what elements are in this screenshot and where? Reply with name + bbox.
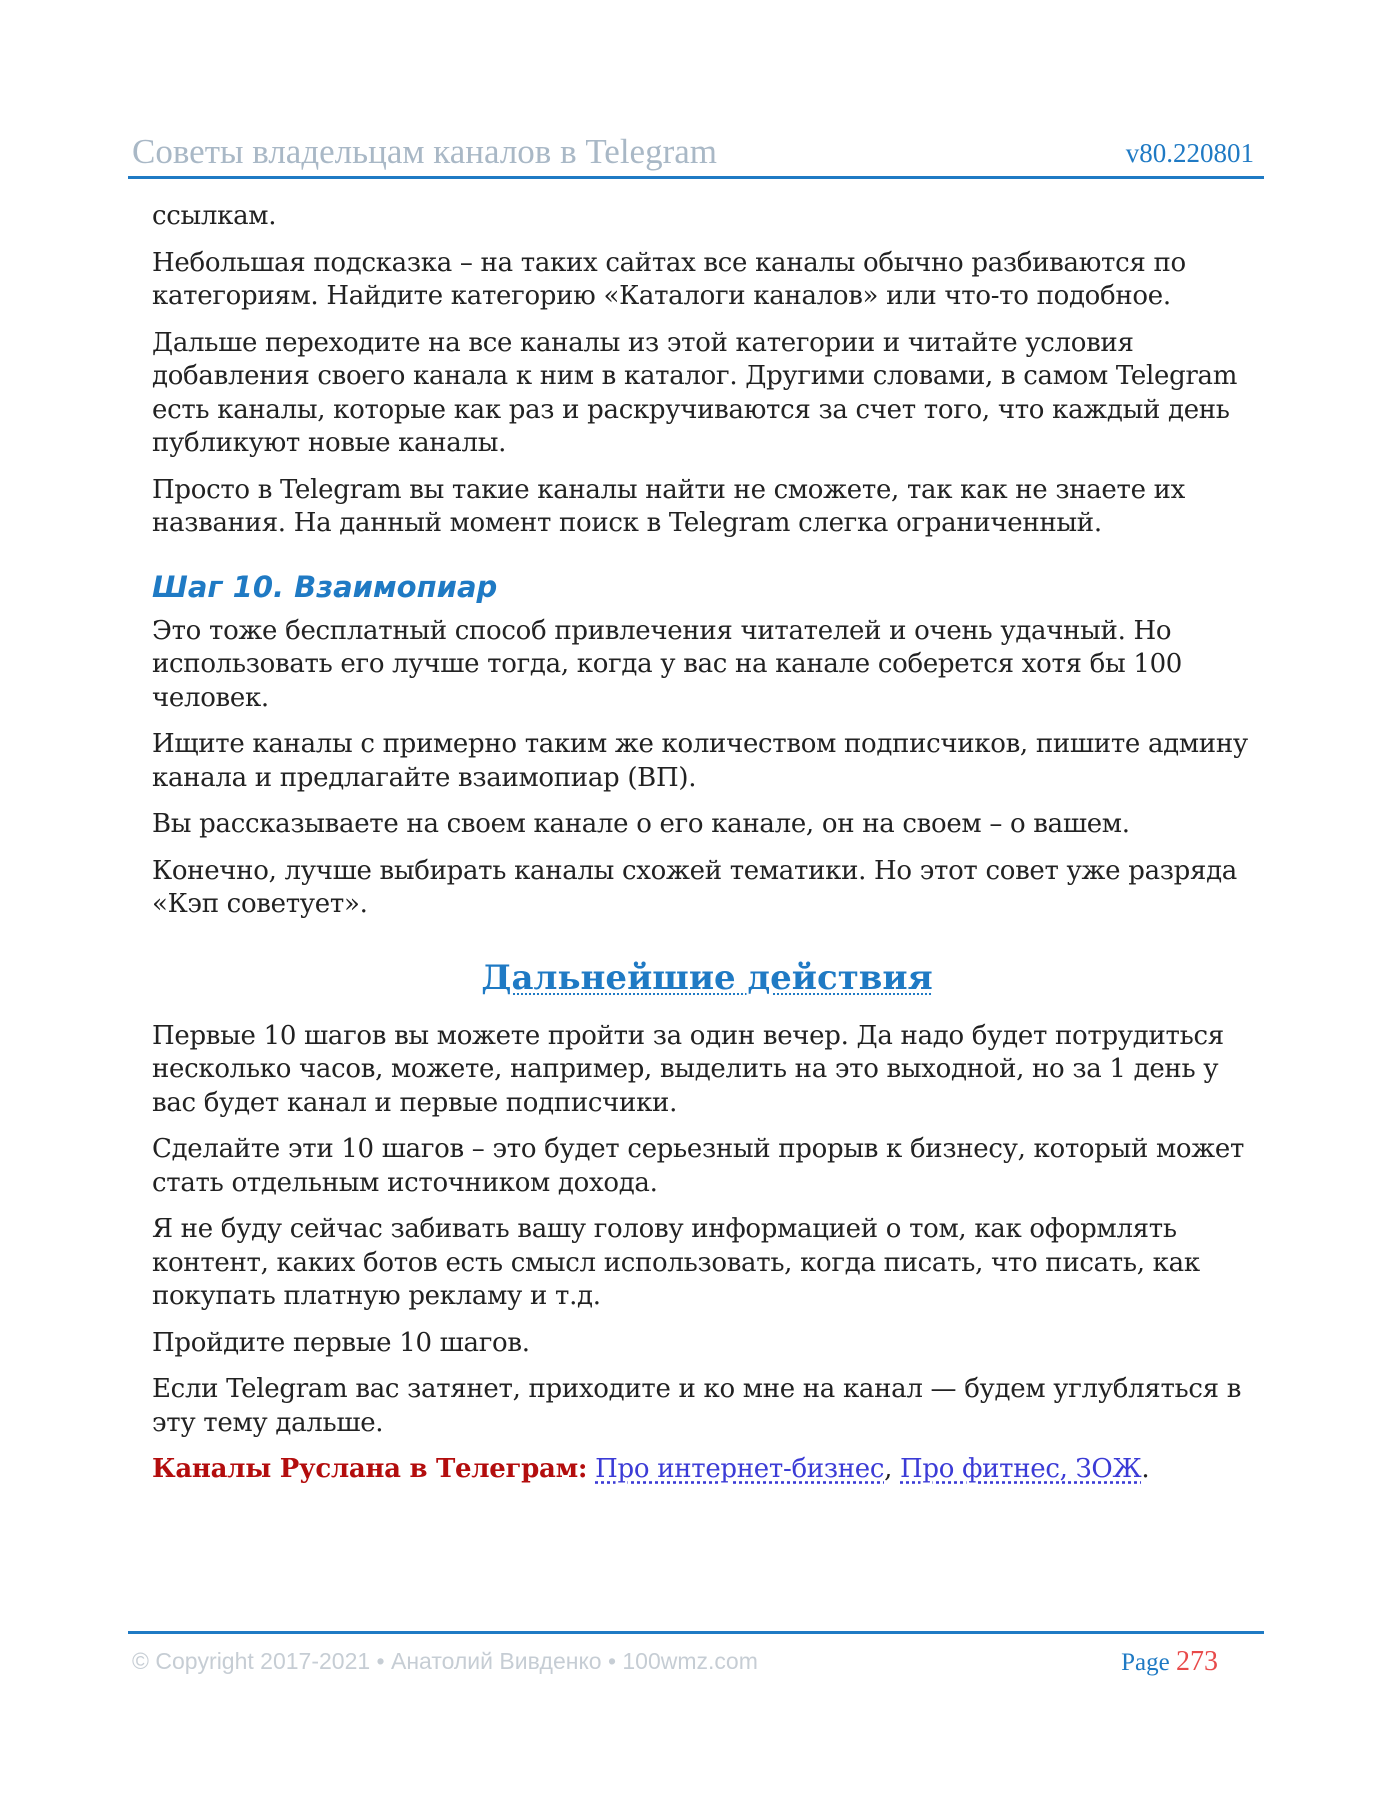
- copyright-text: © Copyright 2017-2021 • Анатолий Вивденко • 100wmz.com: [132, 1648, 758, 1674]
- paragraph: Конечно, лучше выбирать каналы схожей тематики. Но этот совет уже разряда «Кэп советует».: [152, 855, 1238, 919]
- paragraph: Пройдите первые 10 шагов.: [152, 1327, 530, 1358]
- paragraph: Дальше переходите на все каналы из этой категории и читайте условия добавления своего канала к ним в каталог. Другими словами, в самом Telegram есть каналы, которые как раз и раскручиваются за счет того, что каждый день публикуют новые каналы.: [152, 327, 1238, 458]
- step-heading: Шаг 10. Взаимопиар: [152, 569, 498, 604]
- paragraph: Это тоже бесплатный способ привлечения читателей и очень удачный. Но использовать его лучше тогда, когда у вас на канале соберется хотя бы 100 человек.: [152, 615, 1183, 713]
- page-number-block: [1121, 1646, 1218, 1678]
- section-heading-link[interactable]: Дальнейшие действия: [481, 957, 933, 998]
- paragraph: Ищите каналы с примерно таким же количеством подписчиков, пишите админу канала и предлагайте взаимопиар (ВП).: [152, 729, 1248, 793]
- channels-line: [152, 1453, 1262, 1487]
- section-heading[interactable]: [152, 954, 1262, 1002]
- document-version: v80.220801: [1125, 138, 1254, 168]
- page-header: [128, 126, 1264, 179]
- channels-label: Каналы Руслана в Телеграм:: [152, 1454, 588, 1484]
- link-fitness[interactable]: Про фитнес, ЗОЖ: [900, 1454, 1142, 1484]
- page-footer: [128, 1631, 1264, 1684]
- link-separator: ,: [884, 1454, 893, 1484]
- page-label: Page: [1121, 1649, 1170, 1676]
- paragraph: ссылкам.: [152, 201, 277, 231]
- page-number: 273: [1176, 1646, 1218, 1677]
- end-period: .: [1141, 1454, 1150, 1484]
- link-internet-business[interactable]: Про интернет-бизнес: [595, 1454, 885, 1484]
- paragraph: Небольшая подсказка – на таких сайтах все каналы обычно разбиваются по категориям. Найдите категорию «Каталоги каналов» или что-то подобное.: [152, 247, 1186, 311]
- paragraph: Первые 10 шагов вы можете пройти за один вечер. Да надо будет потрудиться несколько часов, можете, например, выделить на это выходной, но за 1 день у вас будет канал и первые подписчики.: [152, 1020, 1224, 1118]
- paragraph: Вы рассказываете на своем канале о его канале, он на своем – о вашем.: [152, 809, 1130, 839]
- page-content: [152, 200, 1262, 1500]
- paragraph: Сделайте эти 10 шагов – это будет серьезный прорыв к бизнесу, который может стать отдельным источником дохода.: [152, 1134, 1245, 1198]
- paragraph: Если Telegram вас затянет, приходите и ко мне на канал — будем углубляться в эту тему дальше.: [152, 1374, 1242, 1438]
- document-title: Советы владельцам каналов в Telegram: [132, 132, 718, 171]
- paragraph: Я не буду сейчас забивать вашу голову информацией о том, как оформлять контент, каких ботов есть смысл использовать, когда писать, что писать, как покупать платную рекламу и т.д.: [152, 1214, 1200, 1311]
- paragraph: Просто в Telegram вы такие каналы найти не сможете, так как не знаете их названия. На данный момент поиск в Telegram слегка ограниченный.: [152, 474, 1186, 538]
